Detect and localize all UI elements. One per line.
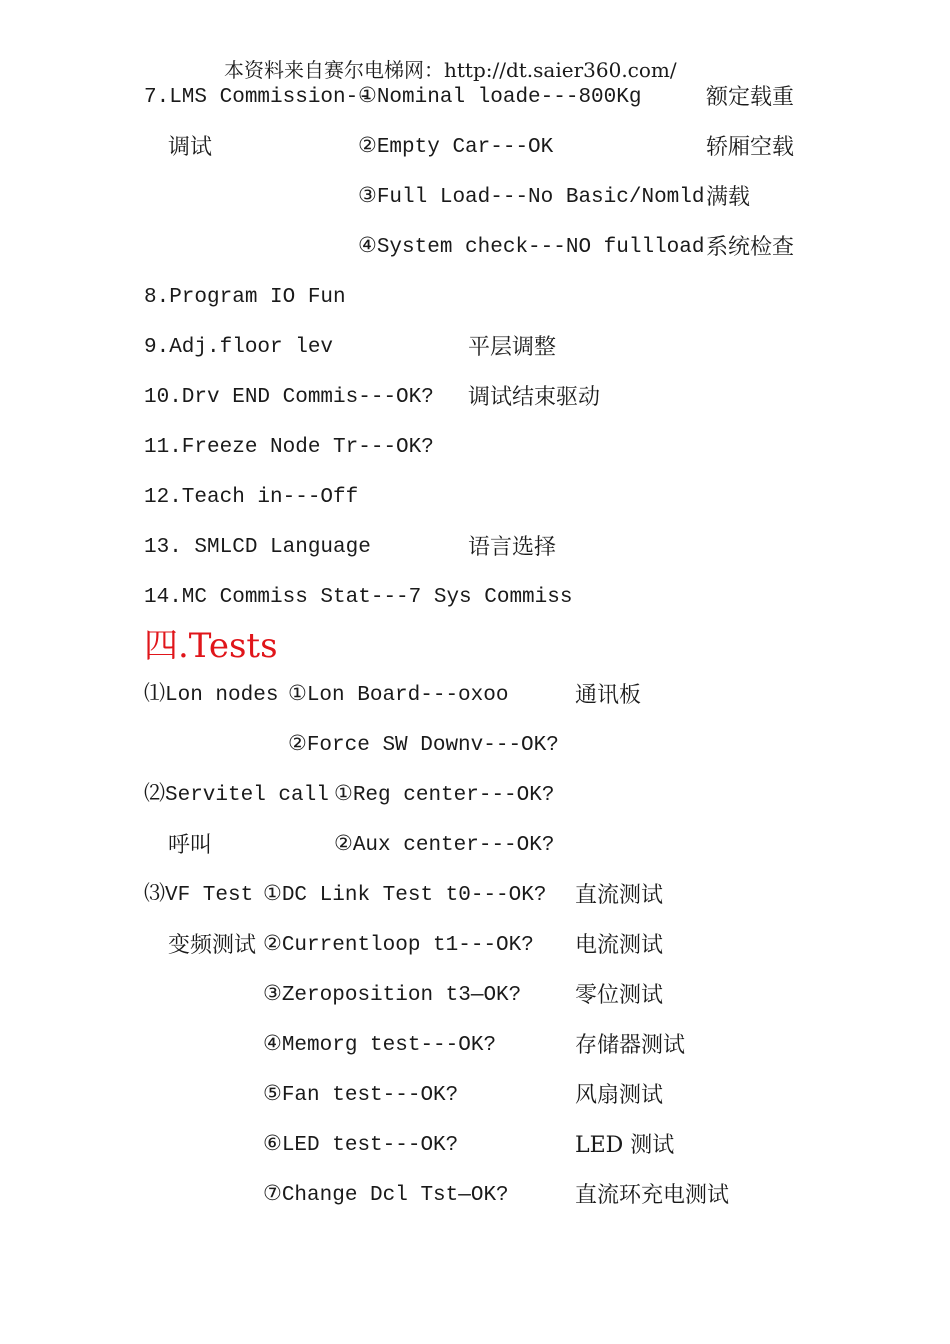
menu-item-drv-end-cn: 调试结束驱动 xyxy=(468,385,601,410)
vf-item-fan: ⑤Fan test---OK? xyxy=(263,1084,459,1107)
vf-item-change-dcl-cn: 直流环充电测试 xyxy=(575,1183,730,1208)
menu-item-teach-in: 12.Teach in---Off xyxy=(144,486,359,509)
vf-item-memorg-cn: 存储器测试 xyxy=(575,1033,686,1058)
lon-item-force-sw: ②Force SW Downv---OK? xyxy=(288,734,559,757)
lms-title-cn: 调试 xyxy=(168,135,213,160)
menu-item-smlcd-language-cn: 语言选择 xyxy=(468,535,557,560)
vf-item-currentloop: ②Currentloop t1---OK? xyxy=(263,934,534,957)
vf-test-label-cn: 变频测试 xyxy=(168,933,257,958)
source-header: 本资料来自赛尔电梯网：http://dt.saier360.com/ xyxy=(224,58,677,82)
vf-item-memorg: ④Memorg test---OK? xyxy=(263,1034,497,1057)
lms-item-empty-car-cn: 轿厢空载 xyxy=(706,135,795,160)
lms-item-full-load-cn: 满载 xyxy=(706,185,751,210)
lms-item-full-load: ③Full Load---No Basic/Nomld xyxy=(358,186,705,209)
vf-item-zeroposition: ③Zeroposition t3—OK? xyxy=(263,984,522,1007)
menu-item-drv-end: 10.Drv END Commis---OK? xyxy=(144,386,434,409)
section-heading-tests: 四.Tests xyxy=(144,626,278,666)
lon-item-board-cn: 通讯板 xyxy=(575,683,642,708)
menu-item-freeze-node: 11.Freeze Node Tr---OK? xyxy=(144,436,434,459)
vf-item-zeroposition-cn: 零位测试 xyxy=(575,983,664,1008)
servitel-item-reg-center: ①Reg center---OK? xyxy=(334,784,555,807)
menu-item-adj-floor-cn: 平层调整 xyxy=(468,335,557,360)
vf-item-change-dcl: ⑦Change Dcl Tst—OK? xyxy=(263,1184,509,1207)
lms-item-nominal-load-cn: 额定载重 xyxy=(706,85,795,110)
menu-item-program-io: 8.Program IO Fun xyxy=(144,286,346,309)
vf-item-currentloop-cn: 电流测试 xyxy=(575,933,664,958)
menu-item-smlcd-language: 13. SMLCD Language xyxy=(144,536,371,559)
servitel-label: ⑵Servitel call xyxy=(144,784,329,807)
lms-title: 7.LMS Commission-- xyxy=(144,86,371,109)
vf-test-label: ⑶VF Test xyxy=(144,884,254,907)
menu-item-adj-floor: 9.Adj.floor lev xyxy=(144,336,334,359)
servitel-label-cn: 呼叫 xyxy=(168,833,213,858)
vf-item-led: ⑥LED test---OK? xyxy=(263,1134,459,1157)
lms-item-system-check-cn: 系统检查 xyxy=(706,235,795,260)
menu-item-mc-commiss: 14.MC Commiss Stat---7 Sys Commiss xyxy=(144,586,573,609)
lms-item-nominal-load: ①Nominal loade---800Kg xyxy=(358,86,642,109)
vf-item-dc-link-cn: 直流测试 xyxy=(575,883,664,908)
lon-nodes-label: ⑴Lon nodes xyxy=(144,684,279,707)
lms-item-system-check: ④System check---NO fullload xyxy=(358,236,705,259)
vf-item-led-cn: LED 测试 xyxy=(575,1133,675,1158)
vf-item-dc-link: ①DC Link Test t0---OK? xyxy=(263,884,547,907)
lon-item-board: ①Lon Board---oxoo xyxy=(288,684,509,707)
vf-item-fan-cn: 风扇测试 xyxy=(575,1083,664,1108)
servitel-item-aux-center: ②Aux center---OK? xyxy=(334,834,555,857)
lms-item-empty-car: ②Empty Car---OK xyxy=(358,136,554,159)
